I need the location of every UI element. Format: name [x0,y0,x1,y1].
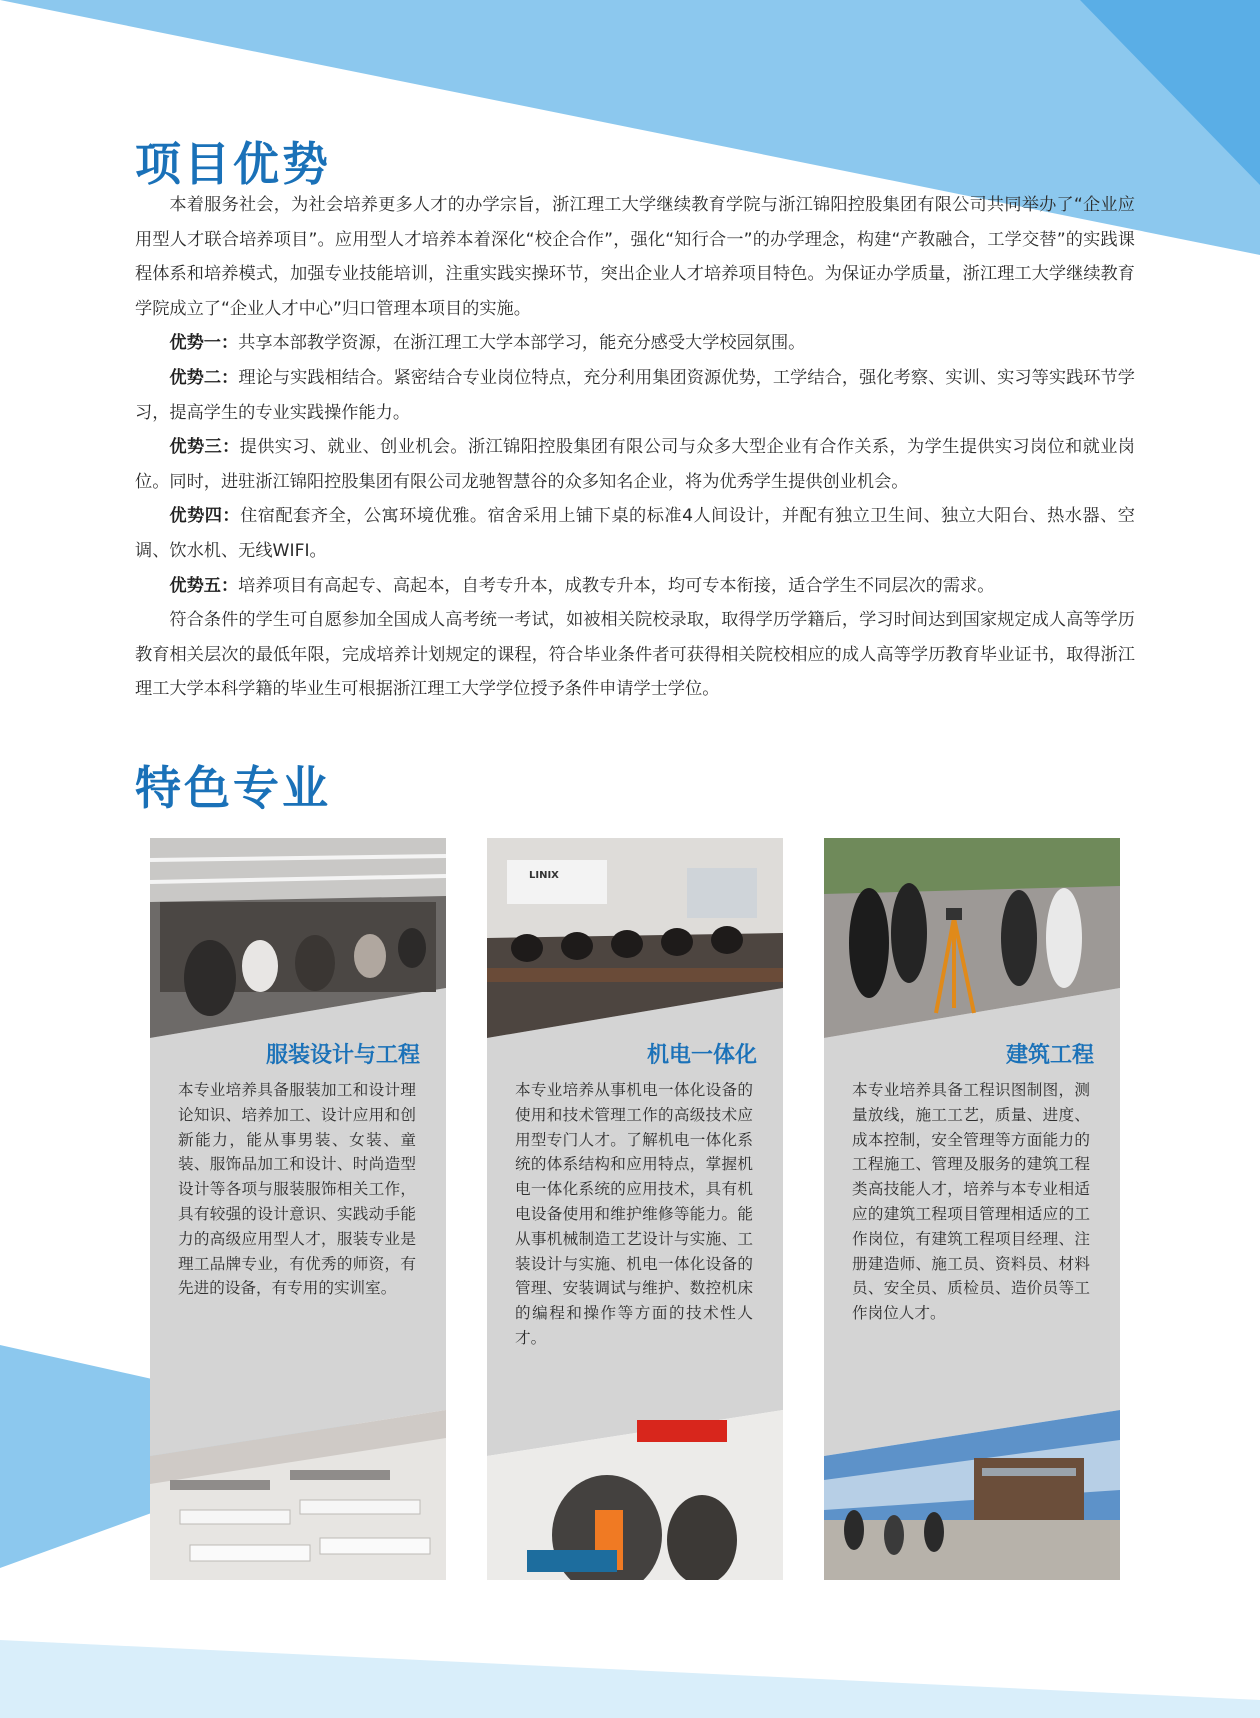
advantage-4-label: 优势四： [169,506,241,527]
card-title: 建筑工程 [1005,1043,1094,1068]
sewing-machines-photo [150,1360,446,1580]
major-card-mechatronics [487,838,783,1580]
card-title: 机电一体化 [646,1043,757,1068]
card-description: 本专业培养具备服装加工和设计理论知识、培养加工、设计应用和创新能力，能从事男装、女装、童装、服饰品加工和设计、时尚造型设计等各项与服装服饰相关工作，具有较强的设计意识、实践动手能力的高级应用型人才，服装专业是理工品牌专业，有优秀的师资，有先进的设备，有专用的实训室。 [178,1081,416,1298]
advantages-title: 项目优势 [135,137,331,191]
closing-paragraph: 符合条件的学生可自愿参加全国成人高考统一考试，如被相关院校录取，取得学历学籍后，学习时间达到国家规定成人高等学历教育相关层次的最低年限，完成培养计划规定的课程，符合毕业条件者可获得相关院校相应的成人高等学历教育毕业证书，取得浙江理工大学本科学籍的毕业生可根据浙江理工大学学位授予条件申请学士学位。 [135,610,1135,700]
linix-logo-text: LINIX [529,870,559,881]
advantage-2-label: 优势二： [169,367,239,388]
major-card-garment [150,838,446,1580]
advantage-2 [135,361,1135,430]
advantage-5-text: 培养项目有高起专、高起本，自考专升本，成教专升本，均可专本衔接，适合学生不同层次的需求。 [238,575,995,596]
card-title: 服装设计与工程 [265,1043,420,1068]
advantages-body [135,188,1135,707]
workshop-training-photo [487,1360,783,1580]
advantage-5-label: 优势五： [169,575,239,596]
advantage-3 [135,430,1135,499]
advantage-1-text: 共享本部教学资源，在浙江理工大学本部学习，能充分感受大学校园氛围。 [238,333,806,354]
major-card-construction [824,838,1120,1580]
advantage-5 [135,569,1135,604]
advantage-1-label: 优势一： [169,333,239,354]
garment-workshop-photo [150,838,446,1048]
advantage-3-text: 提供实习、就业、创业机会。浙江锦阳控股集团有限公司与众多大型企业有合作关系，为学生提供实习岗位和就业岗位。同时，进驻浙江锦阳控股集团有限公司龙驰智慧谷的众多知名企业，将为优秀学生提供创业机会。 [135,437,1135,492]
card-description: 本专业培养具备工程识图制图，测量放线，施工工艺，质量、进度、成本控制，安全管理等方面能力的工程施工、管理及服务的建筑工程类高技能人才，培养与本专业相适应的建筑工程项目管理相适应的工作岗位，有建筑工程项目经理、注册建造师、施工员、资料员、材料员、安全员、质检员、造价员等工作岗位人才。 [852,1081,1090,1323]
advantage-4 [135,499,1135,568]
advantage-1 [135,326,1135,361]
surveying-photo [824,838,1120,1048]
card-description: 本专业培养从事机电一体化设备的使用和技术管理工作的高级技术应用型专门人才。了解机电一体化系统的体系结构和应用特点，掌握机电一体化系统的应用技术，具有机电设备使用和维护维修等能力。能从事机械制造工艺设计与实施、工装设计与实施、机电一体化设备的管理、安装调试与维护、数控机床的编程和操作等方面的技术性人才。 [515,1081,753,1347]
majors-title: 特色专业 [135,761,331,815]
advantage-4-text: 住宿配套齐全，公寓环境优雅。宿舍采用上铺下桌的标准4人间设计，并配有独立卫生间、独立大阳台、热水器、空调、饮水机、无线WIFI。 [135,506,1135,561]
advantage-3-label: 优势三： [169,437,240,458]
campus-building-photo [824,1360,1120,1580]
classroom-photo [487,838,783,1048]
intro-paragraph: 本着服务社会，为社会培养更多人才的办学宗旨，浙江理工大学继续教育学院与浙江锦阳控股集团有限公司共同举办了“企业应用型人才联合培养项目”。应用型人才培养本着深化“校企合作”，强化“知行合一”的办学理念，构建“产教融合，工学交替”的实践课程体系和培养模式，加强专业技能培训，注重实践实操环节，突出企业人才培养项目特色。为保证办学质量，浙江理工大学继续教育学院成立了“企业人才中心”归口管理本项目的实施。 [135,195,1135,319]
advantage-2-text: 理论与实践相结合。紧密结合专业岗位特点，充分利用集团资源优势，工学结合，强化考察、实训、实习等实践环节学习，提高学生的专业实践操作能力。 [135,367,1135,423]
